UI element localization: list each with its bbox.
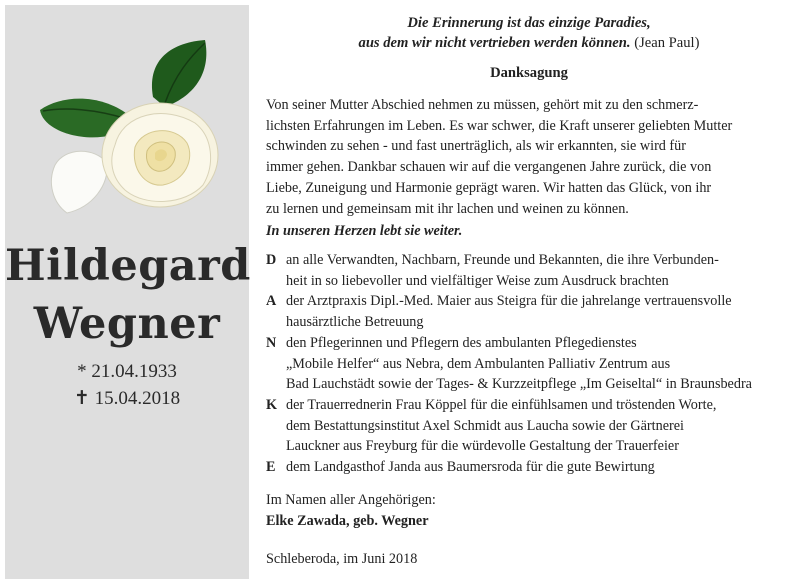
body-line: zu lernen und gemeinsam mit ihr lachen und weinen zu können. bbox=[266, 200, 629, 217]
birth-date: * 21.04.1933 bbox=[77, 361, 177, 382]
deceased-last-name: Wegner bbox=[33, 299, 221, 349]
thanks-line: „Mobile Helfer“ aus Nebra, dem Ambulanten Palliativ Zentrum aus bbox=[286, 355, 671, 372]
thanks-line: an alle Verwandten, Nachbarn, Freunde und Bekannten, die ihre Verbunden- bbox=[286, 252, 719, 268]
quote-block bbox=[266, 13, 792, 53]
thanks-line: Bad Lauchstädt sowie der Tages- & Kurzzeitpflege „Im Geiseltal“ in Braunsbedra bbox=[286, 376, 752, 393]
thanks-line: dem Bestattungsinstitut Axel Schmidt aus Laucha sowie der Gärtnerei bbox=[286, 417, 684, 434]
thanks-item-k bbox=[266, 395, 792, 457]
signer-name: Elke Zawada, geb. Wegner bbox=[266, 512, 429, 529]
acrostic-letter: D bbox=[266, 252, 277, 268]
rose-image bbox=[35, 35, 235, 230]
body-line: schwinden zu sehen - und fast unerträglich, als wir erkannten, sie wird für bbox=[266, 138, 686, 155]
acrostic-letter: A bbox=[266, 293, 277, 310]
thanks-list bbox=[266, 250, 792, 478]
body-line: immer gehen. Dankbar schauen wir auf die vergangenen Jahre zurück, die von bbox=[266, 159, 712, 176]
death-date: ✝ 15.04.2018 bbox=[73, 388, 181, 409]
signoff-block bbox=[266, 490, 436, 531]
thanks-item-d bbox=[266, 250, 792, 291]
acrostic-letter: K bbox=[266, 396, 278, 413]
acrostic-letter: E bbox=[266, 459, 276, 476]
place-date: Schleberoda, im Juni 2018 bbox=[266, 551, 418, 567]
subheading: In unseren Herzen lebt sie weiter. bbox=[266, 223, 463, 239]
body-line: Von seiner Mutter Abschied nehmen zu müssen, gehört mit zu den schmerz- bbox=[266, 97, 699, 113]
quote-line-1: Die Erinnerung ist das einzige Paradies, bbox=[407, 15, 651, 31]
heading-danksagung: Danksagung bbox=[490, 65, 568, 81]
body-line: Liebe, Zuneigung und Harmonie geprägt waren. Wir hatten das Glück, von ihr bbox=[266, 179, 712, 196]
signoff-intro: Im Namen aller Angehörigen: bbox=[266, 492, 436, 508]
thanks-line: dem Landgasthof Janda aus Baumersroda für die gute Bewirtung bbox=[286, 459, 655, 476]
quote-author: (Jean Paul) bbox=[634, 35, 700, 51]
thanks-line: der Trauerrednerin Frau Köppel für die einfühlsamen und tröstenden Worte, bbox=[286, 396, 717, 413]
thanks-line: der Arztpraxis Dipl.-Med. Maier aus Steigra für die jahrelange vertrauensvolle bbox=[286, 293, 732, 310]
thanks-item-e bbox=[266, 457, 792, 478]
deceased-first-name: Hildegard bbox=[5, 241, 251, 291]
body-line: lichsten Erfahrungen im Leben. Es war schwer, die Kraft unserer geliebten Mutter bbox=[266, 117, 733, 134]
left-panel bbox=[5, 5, 249, 579]
thanks-item-a bbox=[266, 291, 792, 332]
thanks-item-n bbox=[266, 333, 792, 395]
body-paragraph bbox=[266, 95, 792, 219]
acrostic-letter: N bbox=[266, 334, 277, 351]
quote-line-2: aus dem wir nicht vertrieben werden können. bbox=[358, 35, 631, 51]
thanks-line: Lauckner aus Freyburg für die würdevolle Gestaltung der Trauerfeier bbox=[286, 438, 679, 455]
thanks-line: den Pflegerinnen und Pflegern des ambulanten Pflegedienstes bbox=[286, 334, 637, 351]
thanks-line: heit in so liebevoller und vielfältiger Weise zum Ausdruck brachten bbox=[286, 272, 669, 289]
thanks-line: hausärztliche Betreuung bbox=[286, 314, 424, 331]
